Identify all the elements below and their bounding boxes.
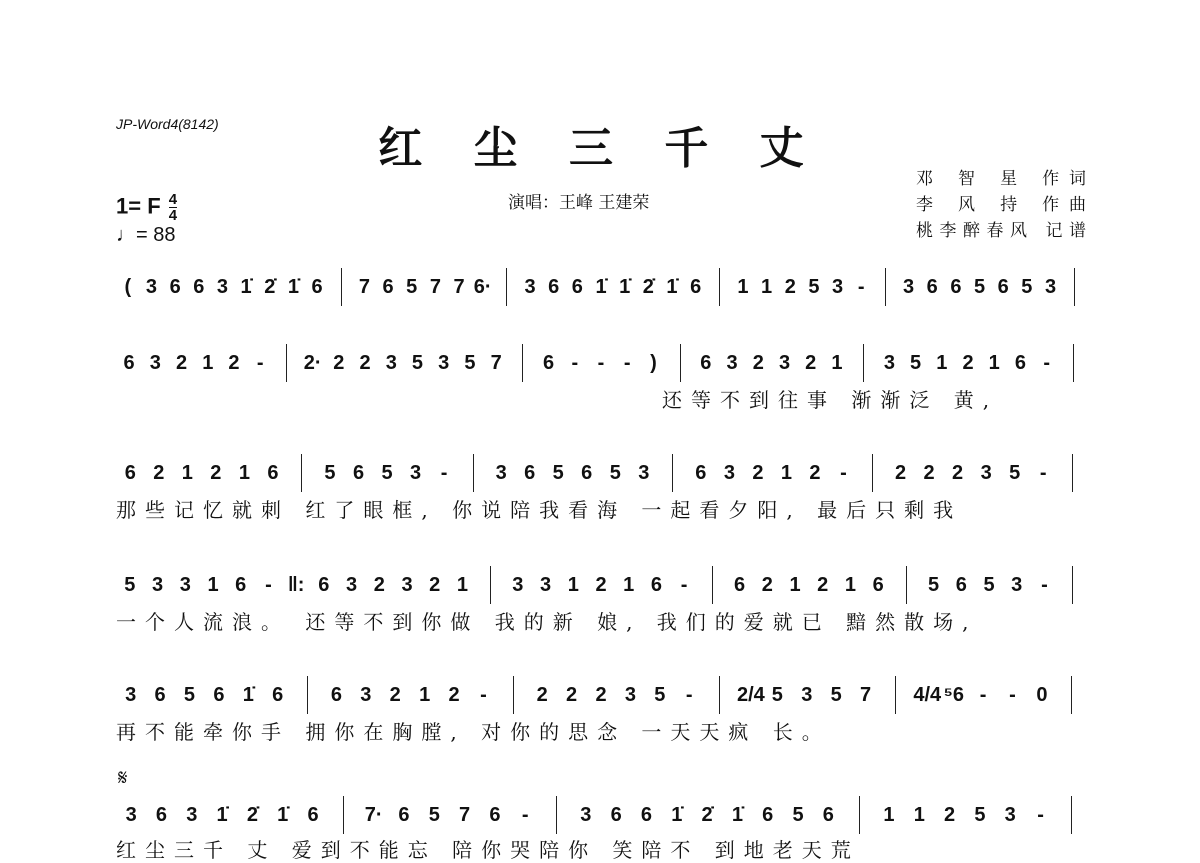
note: - <box>1043 352 1050 374</box>
note: 6 <box>571 276 583 298</box>
barline <box>473 454 474 492</box>
time-sig-bottom: 4 <box>168 207 178 224</box>
note: 3 <box>385 352 397 374</box>
note: 3 <box>495 462 507 484</box>
note: 6 <box>950 276 962 298</box>
note: 3 <box>145 276 158 298</box>
note: 3 <box>1004 804 1016 826</box>
note: 3 <box>125 684 137 706</box>
note: 2̇ <box>701 804 713 826</box>
note: 6 <box>926 276 938 298</box>
note: 5 <box>792 804 804 826</box>
time-signature <box>169 192 177 223</box>
note: 2 <box>944 804 956 826</box>
note: 3 <box>401 574 413 596</box>
barline <box>301 454 302 492</box>
note: 6· <box>473 276 492 298</box>
note: 6 <box>213 684 225 706</box>
note: 3 <box>346 574 358 596</box>
note: 5 <box>1009 462 1021 484</box>
note: 1 <box>207 574 219 596</box>
note: 1̇ <box>287 276 299 298</box>
note: 3 <box>512 574 524 596</box>
note: 6 <box>690 276 702 298</box>
barline <box>719 268 720 306</box>
note: 1 <box>913 804 925 826</box>
note: 0 <box>1036 684 1048 706</box>
note: 3 <box>360 684 372 706</box>
barline <box>672 454 673 492</box>
note: 1 <box>831 352 843 374</box>
note: 2 <box>923 462 935 484</box>
note: 1̇ <box>240 276 252 298</box>
note: - <box>1009 684 1016 706</box>
note: 6 <box>272 684 284 706</box>
barline <box>1072 454 1073 492</box>
barline <box>1071 796 1072 834</box>
note: 5 <box>406 276 418 298</box>
note: 6 <box>330 684 343 706</box>
note: 6 <box>610 804 622 826</box>
note: 6 <box>382 276 394 298</box>
note: 6 <box>307 804 319 826</box>
note: 6 <box>193 276 205 298</box>
note: 3 <box>638 462 650 484</box>
note: 3 <box>832 276 844 298</box>
note: 5 <box>910 352 922 374</box>
note: 6 <box>155 804 168 826</box>
barline <box>1072 566 1073 604</box>
song-title: 红 尘 三 千 丈 <box>378 123 822 174</box>
note: 6 <box>548 276 560 298</box>
barline <box>719 676 720 714</box>
note: - <box>840 462 847 484</box>
note: 6 <box>543 352 555 374</box>
barline <box>286 344 287 382</box>
note: 2 <box>389 684 401 706</box>
note: 7 <box>490 352 502 374</box>
note: 1 <box>202 352 214 374</box>
barline <box>1073 344 1074 382</box>
note: - <box>265 574 272 596</box>
lyric-line-4: 再不能牵你手 拥你在胸膛, 对你的思念 一天天疯 长。 <box>116 720 831 744</box>
note: 1̇ <box>666 276 678 298</box>
key-label: 1= F <box>116 193 161 219</box>
note: 5 <box>830 684 842 706</box>
note: 1̇ <box>595 276 607 298</box>
note: 2̇ <box>246 804 258 826</box>
barline <box>307 676 308 714</box>
note: 6 <box>489 804 501 826</box>
note: 6 <box>640 804 653 826</box>
barline <box>506 268 507 306</box>
note: 6 <box>872 574 884 596</box>
note: 2 <box>153 462 165 484</box>
note: - <box>857 276 865 298</box>
note: 2 <box>429 574 441 596</box>
note: 1 <box>883 804 895 826</box>
note: ( <box>124 276 132 298</box>
note: 5 <box>808 276 820 298</box>
note: 5 <box>324 462 336 484</box>
note: 7 <box>358 276 370 298</box>
note: 6 <box>734 574 746 596</box>
note: 1 <box>780 462 792 484</box>
note: 1 <box>761 276 773 298</box>
note: - <box>256 352 264 374</box>
barline <box>343 796 344 834</box>
note: 2 <box>595 574 607 596</box>
note: - <box>623 352 631 374</box>
note: 3 <box>438 352 450 374</box>
note: 6 <box>700 352 712 374</box>
barline <box>863 344 864 382</box>
note: 3 <box>980 462 992 484</box>
note: 5 <box>928 574 940 596</box>
barline <box>712 566 713 604</box>
note: 3 <box>723 462 735 484</box>
transcriber-credit: 桃李醉春风 记谱 <box>916 221 1086 241</box>
note: 6 <box>581 462 593 484</box>
note: 3 <box>883 352 895 374</box>
barline <box>895 676 896 714</box>
note: 2 <box>333 352 345 374</box>
note: 3 <box>179 574 191 596</box>
note: 2 <box>809 462 821 484</box>
note: 1 <box>789 574 801 596</box>
note: - <box>1041 574 1048 596</box>
note: 5 <box>464 352 476 374</box>
note: 2 <box>359 352 371 374</box>
note: 1 <box>238 462 250 484</box>
note: 3 <box>152 574 164 596</box>
note: 1 <box>419 684 431 706</box>
note: 2 <box>784 276 796 298</box>
note: 2 <box>805 352 817 374</box>
note: 1 <box>181 462 193 484</box>
note: 3 <box>540 574 552 596</box>
note: 2 <box>175 352 188 374</box>
note: 1̇ <box>242 684 254 706</box>
note: 5 <box>974 804 986 826</box>
note: 3 <box>801 684 813 706</box>
note: 2 <box>817 574 829 596</box>
barline <box>522 344 523 382</box>
note: 5 <box>983 574 995 596</box>
barline <box>906 566 907 604</box>
barline <box>1074 268 1075 306</box>
lyric-line-3: 一个人流浪。 还等不到你做 我的新 娘, 我们的爱就已 黯然散场, <box>116 610 978 634</box>
barline <box>556 796 557 834</box>
key-signature <box>116 192 177 223</box>
note: 6 <box>524 462 536 484</box>
note: - <box>521 804 529 826</box>
note: 5 <box>411 352 424 374</box>
note: - <box>480 684 487 706</box>
note: - <box>597 352 605 374</box>
note: 2 <box>595 684 607 706</box>
note: 6 <box>267 462 279 484</box>
note: 1̇ <box>731 804 743 826</box>
note: 6 <box>695 462 707 484</box>
note: 7 <box>429 276 441 298</box>
note: 3 <box>409 462 422 484</box>
barline <box>680 344 681 382</box>
barline <box>885 268 886 306</box>
note: 3 <box>1044 276 1057 298</box>
note: 3 <box>524 276 536 298</box>
note: 3 <box>902 276 915 298</box>
note: ‖: <box>287 574 305 596</box>
note: 3 <box>624 684 636 706</box>
note: 6 <box>154 684 166 706</box>
note: 1 <box>567 574 579 596</box>
note: 3 <box>1011 574 1023 596</box>
note: 2 <box>210 462 222 484</box>
score-row <box>0 344 1200 392</box>
note: 6 <box>762 804 774 826</box>
note: 5 <box>771 684 783 706</box>
note: - <box>1039 462 1047 484</box>
lyricist-credit: 邓 智 星 作词 <box>916 169 1086 189</box>
note: 7· <box>364 804 383 826</box>
barline <box>341 268 342 306</box>
note: 6 <box>235 574 247 596</box>
note: 5 <box>1021 276 1033 298</box>
note: 1 <box>456 574 468 596</box>
note: 6 <box>997 276 1009 298</box>
lyric-line-2: 那些记忆就刺 红了眼框, 你说陪我看海 一起看夕阳, 最后只剩我 <box>116 498 963 522</box>
note: 3 <box>580 804 592 826</box>
note: 3 <box>216 276 229 298</box>
note: 6 <box>124 462 136 484</box>
note: 3 <box>726 352 738 374</box>
singer-label: 演唱：王峰 王建荣 <box>508 193 650 213</box>
note: 2 <box>373 574 385 596</box>
note: 6 <box>311 276 323 298</box>
note: 2 <box>228 352 240 374</box>
note: 2/4 <box>736 684 765 706</box>
note: - <box>1037 804 1044 826</box>
note: 5 <box>381 462 393 484</box>
note: 7 <box>859 684 872 706</box>
note: 2 <box>952 462 964 484</box>
note: 5 <box>183 684 196 706</box>
note: 3 <box>149 352 161 374</box>
note: 2 <box>761 574 773 596</box>
note: 2 <box>448 684 460 706</box>
note: 3 <box>125 804 137 826</box>
note: - <box>680 574 688 596</box>
note: 6 <box>398 804 410 826</box>
note: 1̇ <box>216 804 228 826</box>
barline <box>490 566 491 604</box>
note: 5 <box>654 684 666 706</box>
note: 7 <box>459 804 471 826</box>
note: 5 <box>609 462 621 484</box>
note: 6 <box>169 276 181 298</box>
note: 6 <box>123 352 135 374</box>
note: 2 <box>962 352 974 374</box>
note: 2 <box>566 684 578 706</box>
source-label: JP-Word4(8142) <box>116 116 219 132</box>
lyric-line-1: 还等不到往事 渐渐泛 黄, <box>662 388 999 412</box>
barline <box>872 454 873 492</box>
note: 6 <box>650 574 662 596</box>
note: 5 <box>973 276 986 298</box>
barline <box>513 676 514 714</box>
note: 2 <box>752 352 764 374</box>
note: 7 <box>453 276 465 298</box>
note: 2̇ <box>642 276 654 298</box>
note: 1 <box>737 276 749 298</box>
note: 6 <box>822 804 834 826</box>
segno-sign: 𝄋 <box>118 766 128 791</box>
note: ⁵6 <box>943 684 964 706</box>
note: 1 <box>988 352 1000 374</box>
note: 6 <box>352 462 365 484</box>
note: 5 <box>124 574 136 596</box>
note: 2̇ <box>264 276 276 298</box>
note: 6 <box>955 574 967 596</box>
note: 1 <box>936 352 948 374</box>
note: 6 <box>318 574 330 596</box>
note: 3 <box>778 352 791 374</box>
note: 4/4 <box>913 684 942 706</box>
note: 1̇ <box>671 804 683 826</box>
note: - <box>979 684 987 706</box>
barline <box>859 796 860 834</box>
note: 6 <box>1014 352 1027 374</box>
note: 5 <box>552 462 564 484</box>
note: 1 <box>623 574 635 596</box>
score-row <box>0 268 1200 316</box>
note: 2 <box>894 462 907 484</box>
note: - <box>440 462 448 484</box>
note: 2 <box>752 462 764 484</box>
lyric-line-5: 红尘三千 丈 爱到不能忘 陪你哭陪你 笑陪不 到地老天荒 <box>116 838 860 862</box>
note: 2 <box>536 684 548 706</box>
note: 5 <box>428 804 440 826</box>
time-sig-top: 4 <box>168 191 178 208</box>
note: 3 <box>186 804 198 826</box>
barline <box>1071 676 1072 714</box>
note: - <box>571 352 579 374</box>
note: - <box>685 684 693 706</box>
note: 1̇ <box>277 804 289 826</box>
composer-credit: 李 风 持 作曲 <box>916 195 1086 215</box>
note: 1̇ <box>619 276 631 298</box>
tempo-marking: ♩= 88 <box>116 224 176 246</box>
note: 2· <box>303 352 322 374</box>
note: 1 <box>844 574 856 596</box>
note: ) <box>650 352 657 374</box>
